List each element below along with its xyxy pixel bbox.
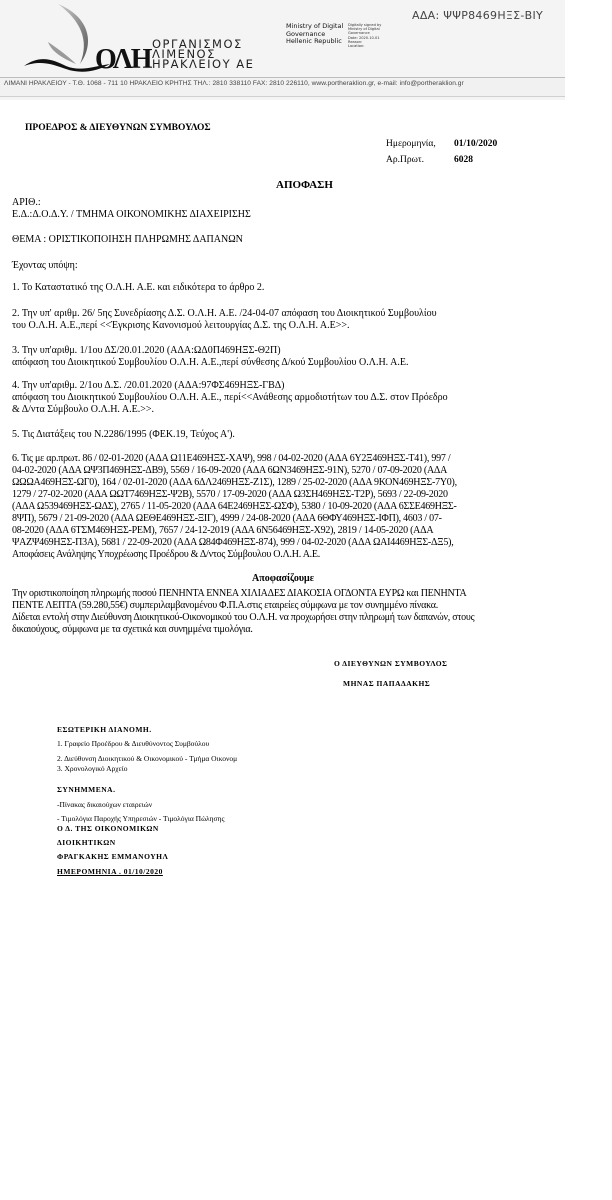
item-line: απόφαση του Διοικητικού Συμβουλίου Ο.Λ.Η. Α.Ε.,περί σύνθεσης Δ/κού Συμβουλίου Ο.Λ.Η. Α.Ε. — [12, 357, 409, 368]
date-label: Ημερομηνία, — [386, 139, 436, 149]
distribution-item: 1. Γραφείο Προέδρου & Διευθύνοντος Συμβούλου — [57, 739, 210, 748]
consideration-item-2 — [12, 308, 437, 332]
ministry-line: Hellenic Republic — [286, 37, 342, 45]
issuer: ΠΡΟΕΔΡΟΣ & ΔΙΕΥΘΥΝΩΝ ΣΥΜΒΟΥΛΟΣ — [25, 123, 211, 133]
item-line: 8ΨΠ), 5679 / 21-09-2020 (ΑΔΑ ΩΕΘΕ469ΗΞΣ-ΞΙΓ), 4999 / 24-08-2020 (ΑΔΑ 6ΘΦΥ469ΗΞΣ-ΙΦΠ), 4603 / 07- — [12, 513, 442, 524]
protocol-label: Αρ.Πρωτ. — [386, 155, 425, 165]
signature-meta-line: Reason: — [348, 39, 363, 44]
decision-line: ΠΕΝΤΕ ΛΕΠΤΑ (59.280,55€) συμπεριλαμβανομένου Φ.Π.Α.στις εταιρείες σύμφωνα με τον συνημμένο πίνακα. — [12, 600, 439, 611]
subject: ΘΕΜΑ : ΟΡΙΣΤΙΚΟΠΟΙΗΣΗ ΠΛΗΡΩΜΗΣ ΔΑΠΑΝΩΝ — [12, 234, 243, 245]
consideration-item-1 — [12, 282, 264, 294]
decision-line: Δίδεται εντολή στην Διεύθυνση Διοικητικού-Οικονομικού του Ο.Λ.Η. να προχωρήσει στην πληρωμή των δαπανών, στους — [12, 612, 475, 623]
item-line: ΩΩΩΑ469ΗΞΣ-ΩΓ0), 164 / 02-01-2020 (ΑΔΑ 6ΔΛ2469ΗΞΣ-Ζ1Σ), 1289 / 25-02-2020 (ΑΔΑ 9ΚΟΝ469ΗΞΣ-7Υ0), — [12, 477, 457, 488]
decision-heading: Αποφασίζουμε — [252, 573, 314, 584]
signature-meta-line: Date: 2020.10.01 — [348, 35, 380, 40]
attachment-item: -Πίνακας δικαιούχων εταιρειών — [57, 800, 153, 809]
item-line: 1279 / 27-02-2020 (ΑΔΑ ΩΩΤ7469ΗΞΣ-Ψ2Β), 5570 / 17-09-2020 (ΑΔΑ Ω3ΣΗ469ΗΞΣ-Τ2Ρ), 5693 / 22-09-2020 — [12, 489, 448, 500]
attachment-item: - Τιμολόγια Παροχής Υπηρεσιών - Τιμολόγια Πώλησης — [57, 814, 225, 823]
distribution-item: 3. Χρονολογικό Αρχείο — [57, 764, 128, 773]
item-line: απόφαση του Διοικητικού Συμβουλίου Ο.Λ.Η. Α.Ε., περί<<Ανάθεσης αρμοδιοτήτων του Δ.Σ. στον Πρόεδρο — [12, 392, 448, 403]
item-line: 5. Τις Διατάξεις του Ν.2286/1995 (ΦΕΚ.19, Τεύχος Α'). — [12, 429, 235, 440]
footer-date: ΗΜΕΡΟΜΗΝΙΑ . 01/10/2020 — [57, 867, 163, 876]
digital-signature-meta — [348, 23, 408, 48]
item-line: (ΑΔΑ Ω539469ΗΞΣ-ΩΔΣ), 2765 / 11-05-2020 (ΑΔΑ 64Ε2469ΗΞΣ-ΩΣΦ), 5380 / 10-09-2020 (ΑΔΑ 6ΣΣΕ469ΗΞΣ- — [12, 501, 457, 512]
ministry-line: Governance — [286, 29, 326, 38]
document-title: ΑΠΟΦΑΣΗ — [276, 179, 333, 191]
department: Ε.Δ.:Δ.Ο.Δ.Υ. / ΤΜΗΜΑ ΟΙΚΟΝΟΜΙΚΗΣ ΔΙΑΧΕΙΡΙΣΗΣ — [12, 209, 251, 220]
considering-label: Έχοντας υπόψη: — [12, 260, 78, 271]
initials-line: ΦΡΑΓΚΑΚΗΣ ΕΜΜΑΝΟΥΗΛ — [57, 852, 169, 861]
protocol-value: 6028 — [454, 155, 473, 165]
signatory-name: ΜΗΝΑΣ ΠΑΠΑΔΑΚΗΣ — [343, 679, 431, 688]
signature-meta-line: Governance — [348, 31, 370, 36]
item-line: 4. Την υπ'αριθμ. 2/1ου Δ.Σ. /20.01.2020 (ΑΔΑ:97ΦΣ469ΗΞΣ-ΓΒΔ) — [12, 380, 285, 391]
org-name-line: ΟΡΓΑΝΙΣΜΟΣ — [152, 37, 243, 51]
initials-line: Ο Δ. ΤΗΣ ΟΙΚΟΝΟΜΙΚΩΝ — [57, 824, 159, 833]
org-name-line: ΗΡΑΚΛΕΙΟΥ ΑΕ — [152, 57, 255, 71]
consideration-item-6 — [12, 453, 457, 561]
item-line: 1. Το Καταστατικό της Ο.Λ.Η. Α.Ε. και ειδικότερα το άρθρο 2. — [12, 282, 265, 293]
consideration-item-5 — [12, 429, 235, 441]
date-value: 01/10/2020 — [454, 139, 498, 149]
decision-line: δικαιούχους, σύμφωνα με τα σχετικά και συνημμένα τιμολόγια. — [12, 624, 253, 635]
ministry-block — [286, 23, 343, 46]
initials-line: ΔΙΟΙΚΗΤΙΚΩΝ — [57, 838, 116, 847]
signature-meta-line: Digitally signed by — [348, 23, 382, 27]
decision-text — [12, 588, 474, 636]
ministry-line: Ministry of Digital — [286, 22, 344, 30]
logo-mark: ΟΛΗ — [95, 44, 151, 75]
item-line: Αποφάσεις Ανάληψης Υποχρέωσης Προέδρου & Δ/ντος Σύμβουλου Ο.Λ.Η. Α.Ε. — [12, 549, 321, 560]
distribution-item: 2. Διεύθυνση Διοικητικού & Οικονομικού - Τμήμα Οικονομ — [57, 754, 238, 763]
reference-number: ΑΡΙΘ.: — [12, 197, 41, 208]
item-line: 08-2020 (ΑΔΑ 6ΤΣΜ469ΗΞΣ-ΡΕΜ), 7657 / 24-12-2019 (ΑΔΑ 6Ν56469ΗΞΣ-Χ92), 2819 / 14-05-2020 (ΑΔΑ — [12, 525, 434, 536]
ada-code: ΑΔΑ: ΨΨΡ8469ΗΞΣ-ΒΙΥ — [412, 9, 544, 22]
decision-line: Την οριστικοποίηση πληρωμής ποσού ΠΕΝΗΝΤΑ ΕΝΝΕΑ ΧΙΛΙΑΔΕΣ ΔΙΑΚΟΣΙΑ ΟΓΔΟΝΤΑ ΕΥΡΩ και ΠΕΝΗΝΤΑ — [12, 588, 467, 599]
consideration-item-3 — [12, 345, 408, 369]
address-line: ΛΙΜΑΝΙ ΗΡΑΚΛΕΙΟΥ - Τ.Θ. 1068 - 711 10 ΗΡΑΚΛΕΙΟ ΚΡΗΤΗΣ ΤΗΛ.: 2810 338110 FAX: 2810 226110, www.portheraklion.gr, e-mail: info@portheraklion.gr — [4, 80, 464, 87]
org-name-line: ΛΙΜΕΝΟΣ — [152, 47, 216, 61]
distribution-heading: ΕΣΩΤΕΡΙΚΗ ΔΙΑΝΟΜΗ. — [57, 725, 152, 734]
attachments-heading: ΣΥΝΗΜΜΕΝΑ. — [57, 785, 116, 794]
organization-name — [152, 39, 254, 69]
item-line: ΨΑΖΨ469ΗΞΣ-Π3Α), 5681 / 22-09-2020 (ΑΔΑ Ω84Φ469ΗΞΣ-874), 999 / 04-02-2020 (ΑΔΑ ΩΑΙ4469ΗΞΣ-ΔΞ5), — [12, 537, 454, 548]
item-line: 2. Την υπ' αριθμ. 26/ 5ης Συνεδρίασης Δ.Σ. Ο.Λ.Η. Α.Ε. /24-04-07 απόφαση του Διοικητικού Συμβουλίου — [12, 308, 437, 319]
item-line: & Δ/ντα Σύμβουλο Ο.Λ.Η. Α.Ε.>>. — [12, 404, 154, 415]
item-line: του Ο.Λ.Η. Α.Ε.,περί <<Έγκρισης Κανονισμού λειτουργίας Δ.Σ. της Ο.Λ.Η. Α.Ε>>. — [12, 320, 350, 331]
item-line: 6. Τις με αρ.πρωτ. 86 / 02-01-2020 (ΑΔΑ Ω11Ε469ΗΞΣ-ΧΑΨ), 998 / 04-02-2020 (ΑΔΑ 6Υ2Ξ469ΗΞΣ-Τ41), 997 / — [12, 453, 451, 464]
signature-meta-line: Location: — [348, 44, 365, 49]
signatory-title: Ο ΔΙΕΥΘΥΝΩΝ ΣΥΜΒΟΥΛΟΣ — [334, 659, 448, 668]
signature-meta-line: Ministry of Digital — [348, 27, 380, 32]
item-line: 04-02-2020 (ΑΔΑ ΩΨ3Π469ΗΞΣ-ΔΒ9), 5569 / 16-09-2020 (ΑΔΑ 6ΩΝ3469ΗΞΣ-91Ν), 5270 / 07-09-2020 (ΑΔΑ — [12, 465, 448, 476]
item-line: 3. Την υπ'αριθμ. 1/1ου ΔΣ/20.01.2020 (ΑΔΑ:ΩΔ0Π469ΗΞΣ-Θ2Π) — [12, 345, 281, 356]
consideration-item-4 — [12, 380, 448, 416]
